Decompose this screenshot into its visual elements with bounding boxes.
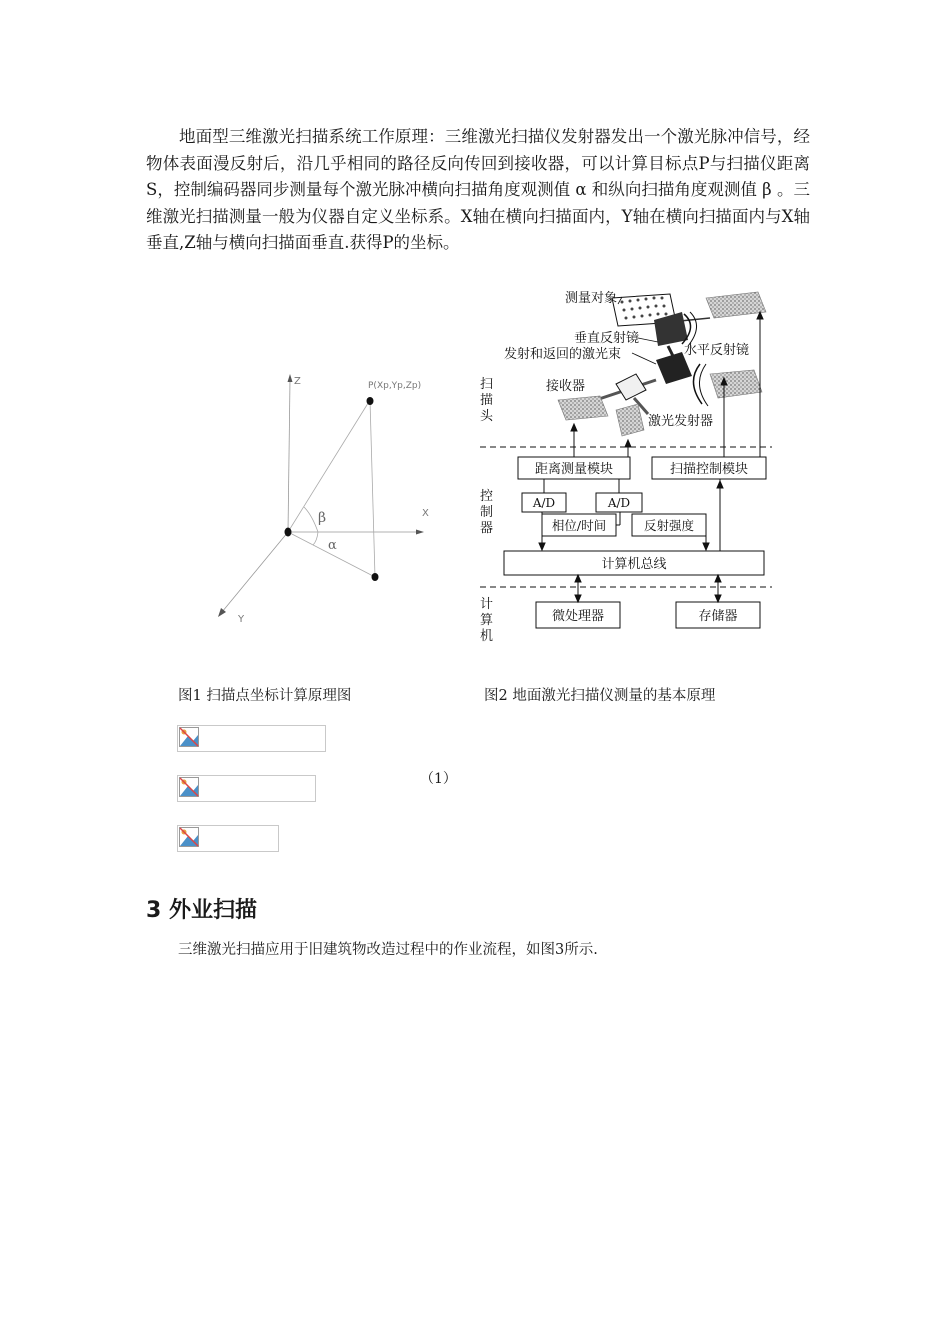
- equation-image-1: [177, 725, 326, 752]
- receiver-label: 接收器: [546, 379, 586, 394]
- y-axis-label: Y: [238, 614, 245, 625]
- section-control-3: 器: [480, 521, 494, 536]
- scan-control-module-label: 扫描控制模块: [669, 462, 749, 477]
- section-computer-2: 算: [480, 613, 494, 628]
- vertical-mirror-label: 垂直反射镜: [574, 331, 640, 346]
- reflect-strength-label: 反射强度: [643, 518, 695, 533]
- measurement-object-label: 测量对象: [565, 291, 618, 306]
- section-control-1: 控: [480, 489, 494, 504]
- z-axis-arrow: [288, 374, 293, 382]
- broken-image-icon: [179, 777, 199, 797]
- section-head-3: 头: [480, 409, 494, 424]
- vertical-drop-line: [370, 400, 375, 577]
- point-p-label: P(Xp,Yp,Zp): [368, 381, 422, 391]
- microprocessor-label: 微处理器: [551, 609, 605, 624]
- ad-label-1: A/D: [532, 496, 556, 510]
- alpha-label: α: [328, 538, 337, 553]
- section-head-1: 扫: [480, 377, 494, 392]
- section-3-heading: 3 外业扫描: [146, 898, 257, 923]
- broken-image-icon: [179, 727, 199, 747]
- section-head-2: 描: [480, 393, 494, 408]
- y-axis: [222, 532, 288, 612]
- intro-paragraph: 地面型三维激光扫描系统工作原理：三维激光扫描仪发射器发出一个激光脉冲信号，经物体表面漫反射后，沿几乎相同的路径反向传回到接收器，可以计算目标点P与扫描仪距离S，控制编码器同步测量每个激光脉冲横向扫描角度观测值 α 和纵向扫描角度观测值 β 。三维激光扫描测量一般为仪器自定义坐标系。X轴在横向扫描面内，Y轴在横向扫描面内与X轴垂直,Z轴与横向扫描面垂直.获得P的坐标。: [146, 127, 810, 252]
- beta-arc: [304, 507, 318, 532]
- scanner-top-block: [706, 292, 766, 318]
- x-axis-arrow: [416, 530, 424, 535]
- figure-2-scanner-principle: [470, 280, 790, 650]
- y-axis-arrow: [218, 608, 226, 617]
- section-computer-3: 机: [480, 629, 494, 644]
- equation-image-3: [177, 825, 279, 852]
- figure-1-coordinate-diagram: [200, 360, 440, 640]
- beam-splitter: [616, 374, 646, 400]
- bus-label: 计算机总线: [601, 557, 667, 572]
- section-computer-1: 计: [480, 597, 494, 612]
- broken-image-icon: [179, 827, 199, 847]
- z-axis-label: Z: [294, 376, 301, 387]
- projection-point: [372, 573, 379, 581]
- scanner-right-block: [710, 370, 762, 398]
- section-3-paragraph: 三维激光扫描应用于旧建筑物改造过程中的作业流程，如图3所示.: [178, 942, 598, 958]
- vertical-mirror-body: [654, 312, 688, 346]
- equation-number: （1）: [420, 771, 457, 787]
- point-p: [367, 397, 374, 405]
- z-axis: [288, 380, 290, 532]
- phase-time-label: 相位/时间: [551, 518, 607, 533]
- beta-label: β: [318, 510, 327, 526]
- emitter-label: 激光发射器: [648, 414, 714, 429]
- beam-label: 发射和返回的激光束: [504, 347, 622, 362]
- x-axis-label: X: [422, 508, 429, 519]
- figure-1-caption: 图1 扫描点坐标计算原理图: [178, 688, 352, 704]
- origin-point: [285, 528, 292, 537]
- alpha-arc: [313, 532, 318, 545]
- horizontal-mirror-label: 水平反射镜: [684, 343, 750, 358]
- receiver-block: [558, 396, 608, 420]
- ad-label-2: A/D: [607, 496, 631, 510]
- memory-label: 存储器: [698, 609, 738, 624]
- distance-module-label: 距离测量模块: [534, 462, 614, 477]
- horizontal-mirror-disk: [693, 364, 702, 404]
- emitter-block: [616, 404, 644, 436]
- section-control-2: 制: [480, 505, 494, 520]
- equation-image-2: [177, 775, 316, 802]
- figure-2-caption: 图2 地面激光扫描仪测量的基本原理: [484, 688, 716, 704]
- line-to-p: [288, 400, 370, 532]
